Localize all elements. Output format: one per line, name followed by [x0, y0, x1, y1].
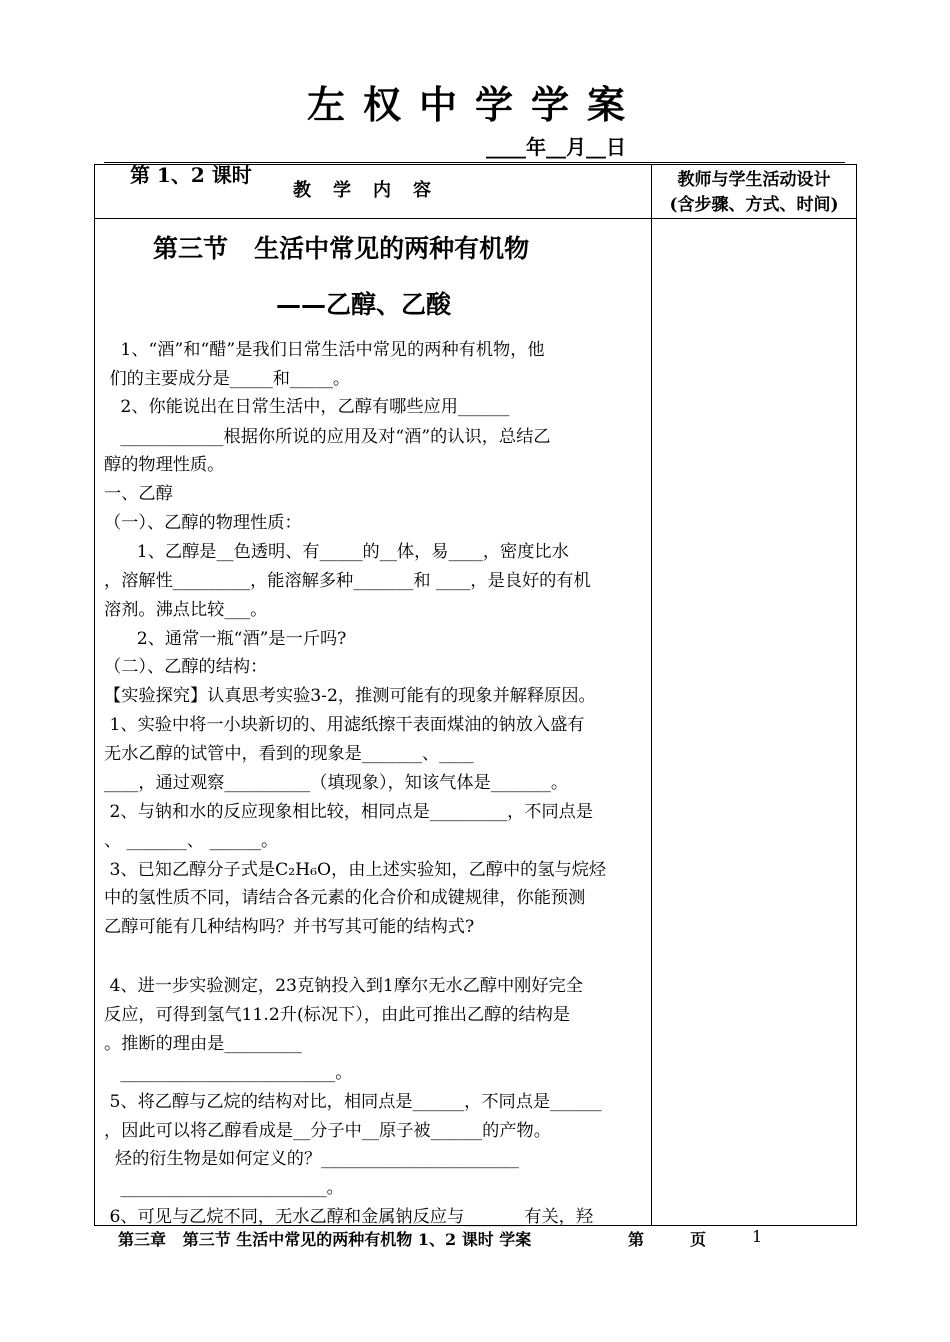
text-line: 无水乙醇的试管中，看到的现象是_______、____: [104, 744, 474, 764]
page-number: 1: [752, 1227, 763, 1246]
date-year: ____年: [486, 135, 546, 159]
lesson-period-text: 第 1、2 课时: [129, 163, 252, 187]
text-line: 中的氢性质不同，请结合各元素的化合价和成键规律，你能预测: [104, 888, 586, 908]
content-cell: [95, 219, 652, 1226]
text-line: ，因此可以将乙醇看成是__分子中__原子被______的产物。: [104, 1121, 551, 1141]
date-day: __日: [586, 135, 626, 159]
text-line: 一、乙醇: [104, 484, 173, 504]
text-line: 3、已知乙醇分子式是C₂H₆O，由上述实验知，乙醇中的氢与烷烃: [104, 860, 607, 880]
text-line: 溶剂。沸点比较___。: [104, 600, 268, 620]
text-line: 1、实验中将一小块新切的、用滤纸擦干表面煤油的钠放入盛有: [104, 715, 585, 735]
text-line: 1、“酒”和“醋”是我们日常生活中常见的两种有机物，他: [104, 340, 545, 360]
footer-page-label-2: 页: [690, 1230, 707, 1249]
text-line: 们的主要成分是_____和_____。: [104, 369, 351, 389]
text-line: 2、通常一瓶“酒”是一斤吗?: [104, 629, 347, 649]
column-header-activity-line1: 教师与学生活动设计: [677, 170, 831, 190]
column-header-activity: [652, 165, 857, 219]
text-line: 5、将乙醇与乙烷的结构对比，相同点是______，不同点是______: [104, 1092, 602, 1112]
text-line: 乙醇可能有几种结构吗？并书写其可能的结构式?: [104, 917, 475, 937]
text-line: 烃的衍生物是如何定义的？_______________________: [104, 1149, 519, 1169]
header-rule: [104, 162, 845, 163]
text-line: 反应，可得到氢气11.2升(标况下），由此可推出乙醇的结构是: [104, 1005, 571, 1025]
footer-text: 第三章 第三节 生活中常见的两种有机物 1、2 课时 学案: [118, 1230, 532, 1249]
text-line: 6、可见与乙烷不同，无水乙醇和金属钠反应与_______有关，羟: [104, 1207, 594, 1227]
text-line: ____________根据你所说的应用及对“酒”的认识，总结乙: [104, 427, 551, 447]
text-line: ，溶解性_________，能溶解多种_______和 ____，是良好的有机: [104, 571, 591, 591]
lesson-table: [94, 164, 857, 1226]
footer-page-label: 第: [628, 1230, 645, 1249]
text-line: 1、乙醇是__色透明、有_____的__体，易____，密度比水: [104, 542, 569, 562]
column-header-activity-line2: (含步骤、方式、时间): [669, 195, 839, 215]
text-line: _________________________。: [104, 1063, 353, 1083]
section-title: 第三节 生活中常见的两种有机物: [153, 234, 530, 263]
text-line: （一）、乙醇的物理性质：: [104, 513, 302, 533]
text-line: 2、你能说出在日常生活中，乙醇有哪些应用______: [104, 397, 510, 417]
text-line: 。推断的理由是_________: [104, 1034, 302, 1054]
activity-cell: [652, 219, 857, 1226]
document-title: 左权中学学案: [306, 82, 643, 127]
date-field: [486, 133, 626, 161]
date-month: __月: [546, 135, 586, 159]
text-line: 【实验探究】认真思考实验3-2，推测可能有的现象并解释原因。: [104, 686, 596, 706]
text-line: 2、与钠和水的反应现象相比较，相同点是_________，不同点是: [104, 802, 594, 822]
section-subtitle: ——乙醇、乙酸: [276, 290, 452, 319]
column-header-content: 教学内容: [95, 165, 652, 219]
text-line: ________________________。: [104, 1178, 344, 1198]
text-line: 醇的物理性质。: [104, 455, 225, 475]
text-line: （二）、乙醇的结构：: [104, 657, 268, 677]
text-line: ____，通过观察__________（填现象），知该气体是_______。: [104, 773, 569, 793]
text-line: 4、进一步实验测定，23克钠投入到1摩尔无水乙醇中刚好完全: [104, 976, 583, 996]
text-line: 、 _______、 ______。: [104, 831, 279, 851]
